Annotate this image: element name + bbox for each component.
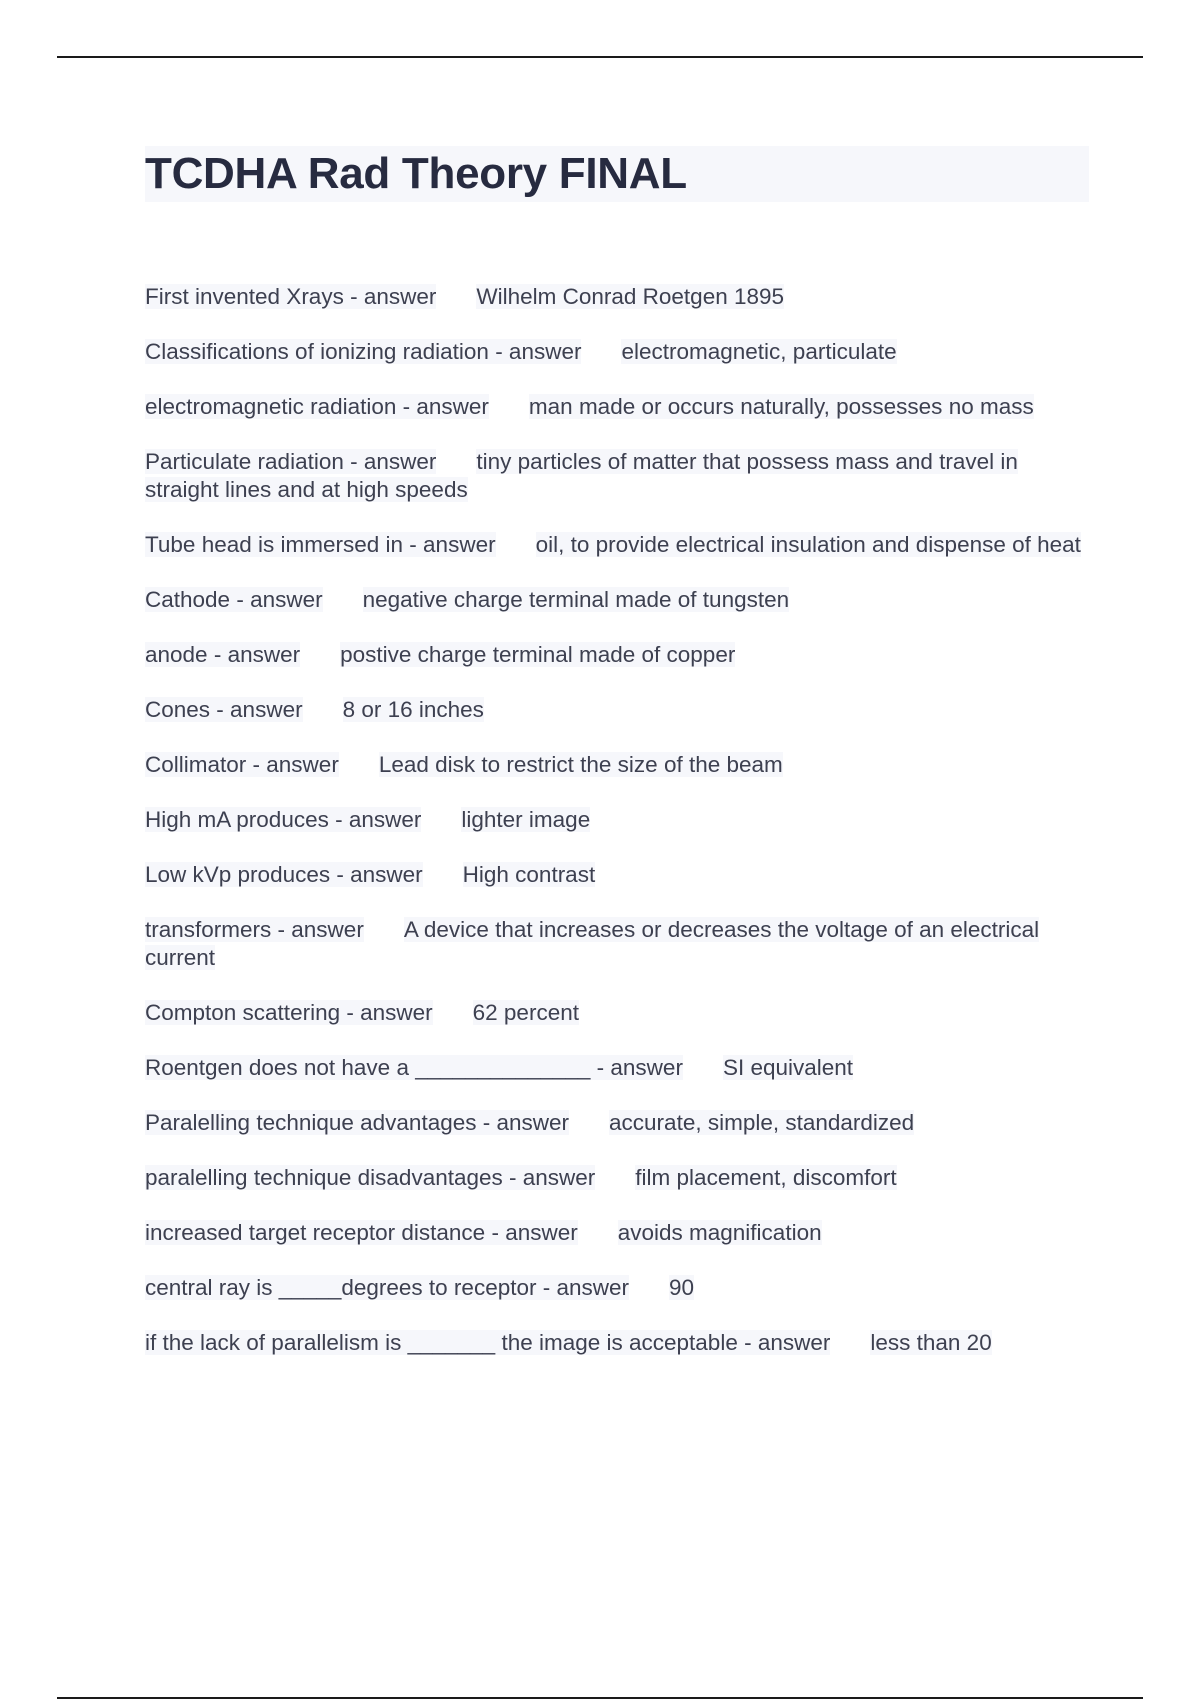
- flashcard-list: [145, 283, 1089, 1357]
- card-answer: 62 percent: [472, 1000, 579, 1025]
- answer-separator: - answer: [476, 1110, 570, 1135]
- card-question: Classifications of ionizing radiation: [145, 339, 489, 364]
- card-question: anode: [145, 642, 208, 667]
- answer-separator: - answer: [502, 1165, 596, 1190]
- flashcard: [145, 861, 1089, 889]
- card-question: First invented Xrays: [145, 284, 344, 309]
- flashcard: [145, 916, 1089, 972]
- answer-separator: - answer: [343, 449, 437, 474]
- answer-separator: - answer: [485, 1220, 578, 1245]
- card-question: if the lack of parallelism is _______ the image is acceptable: [145, 1330, 738, 1355]
- card-question: Particulate radiation: [145, 449, 344, 474]
- card-answer: A device that increases or decreases the voltage of an electrical current: [145, 917, 1040, 970]
- card-answer: Wilhelm Conrad Roetgen 1895: [476, 284, 785, 309]
- card-question: High mA produces: [145, 807, 329, 832]
- card-answer: negative charge terminal made of tungsten: [362, 587, 790, 612]
- card-question: Paralelling technique advantages: [145, 1110, 477, 1135]
- card-question: central ray is _____degrees to receptor: [145, 1275, 537, 1300]
- card-answer: Lead disk to restrict the size of the beam: [378, 752, 783, 777]
- card-question: increased target receptor distance: [145, 1220, 486, 1245]
- answer-separator: - answer: [210, 697, 303, 722]
- flashcard: [145, 1054, 1089, 1082]
- card-answer: 90: [669, 1275, 695, 1300]
- card-question: Cones: [145, 697, 211, 722]
- card-answer: film placement, discomfort: [635, 1165, 897, 1190]
- card-question: Low kVp produces: [145, 862, 331, 887]
- card-answer: avoids magnification: [617, 1220, 822, 1245]
- flashcard: [145, 999, 1089, 1027]
- answer-separator: - answer: [343, 284, 437, 309]
- card-answer: electromagnetic, particulate: [621, 339, 897, 364]
- flashcard: [145, 696, 1089, 724]
- answer-separator: - answer: [396, 394, 489, 419]
- answer-separator: - answer: [737, 1330, 831, 1355]
- answer-separator: - answer: [207, 642, 301, 667]
- card-answer: less than 20: [870, 1330, 992, 1355]
- flashcard: [145, 751, 1089, 779]
- flashcard: [145, 806, 1089, 834]
- card-answer: man made or occurs naturally, possesses no mass: [528, 394, 1034, 419]
- flashcard: [145, 1109, 1089, 1137]
- flashcard: [145, 531, 1089, 559]
- footer-rule: [57, 1697, 1143, 1699]
- card-answer: lighter image: [461, 807, 591, 832]
- answer-separator: - answer: [246, 752, 339, 777]
- flashcard: [145, 1329, 1089, 1357]
- document-page: [145, 146, 1089, 1384]
- answer-separator: - answer: [403, 532, 496, 557]
- header-rule: [57, 56, 1143, 58]
- card-question: electromagnetic radiation: [145, 394, 397, 419]
- flashcard: [145, 448, 1089, 504]
- flashcard: [145, 586, 1089, 614]
- answer-separator: - answer: [340, 1000, 433, 1025]
- answer-separator: - answer: [590, 1055, 683, 1080]
- title-block: [145, 146, 1089, 202]
- card-question: Collimator: [145, 752, 247, 777]
- card-answer: accurate, simple, standardized: [609, 1110, 915, 1135]
- answer-separator: - answer: [488, 339, 582, 364]
- flashcard: [145, 641, 1089, 669]
- card-question: Cathode: [145, 587, 231, 612]
- flashcard: [145, 1219, 1089, 1247]
- card-answer: SI equivalent: [722, 1055, 854, 1080]
- card-question: paralelling technique disadvantages: [145, 1165, 503, 1190]
- flashcard: [145, 393, 1089, 421]
- card-answer: postive charge terminal made of copper: [340, 642, 736, 667]
- card-answer: oil, to provide electrical insulation and dispense of heat: [535, 532, 1081, 557]
- flashcard: [145, 1164, 1089, 1192]
- answer-separator: - answer: [330, 862, 423, 887]
- flashcard: [145, 338, 1089, 366]
- answer-separator: - answer: [536, 1275, 630, 1300]
- page-title: TCDHA Rad Theory FINAL: [145, 149, 687, 198]
- answer-separator: - answer: [328, 807, 422, 832]
- answer-separator: - answer: [271, 917, 364, 942]
- card-answer: 8 or 16 inches: [342, 697, 484, 722]
- flashcard: [145, 283, 1089, 311]
- card-question: transformers: [145, 917, 272, 942]
- card-question: Roentgen does not have a ______________: [145, 1055, 591, 1080]
- flashcard: [145, 1274, 1089, 1302]
- card-question: Tube head is immersed in: [145, 532, 404, 557]
- card-answer: High contrast: [462, 862, 596, 887]
- card-answer: tiny particles of matter that possess mass and travel in straight lines and at high speeds: [145, 449, 1018, 502]
- answer-separator: - answer: [230, 587, 323, 612]
- card-question: Compton scattering: [145, 1000, 341, 1025]
